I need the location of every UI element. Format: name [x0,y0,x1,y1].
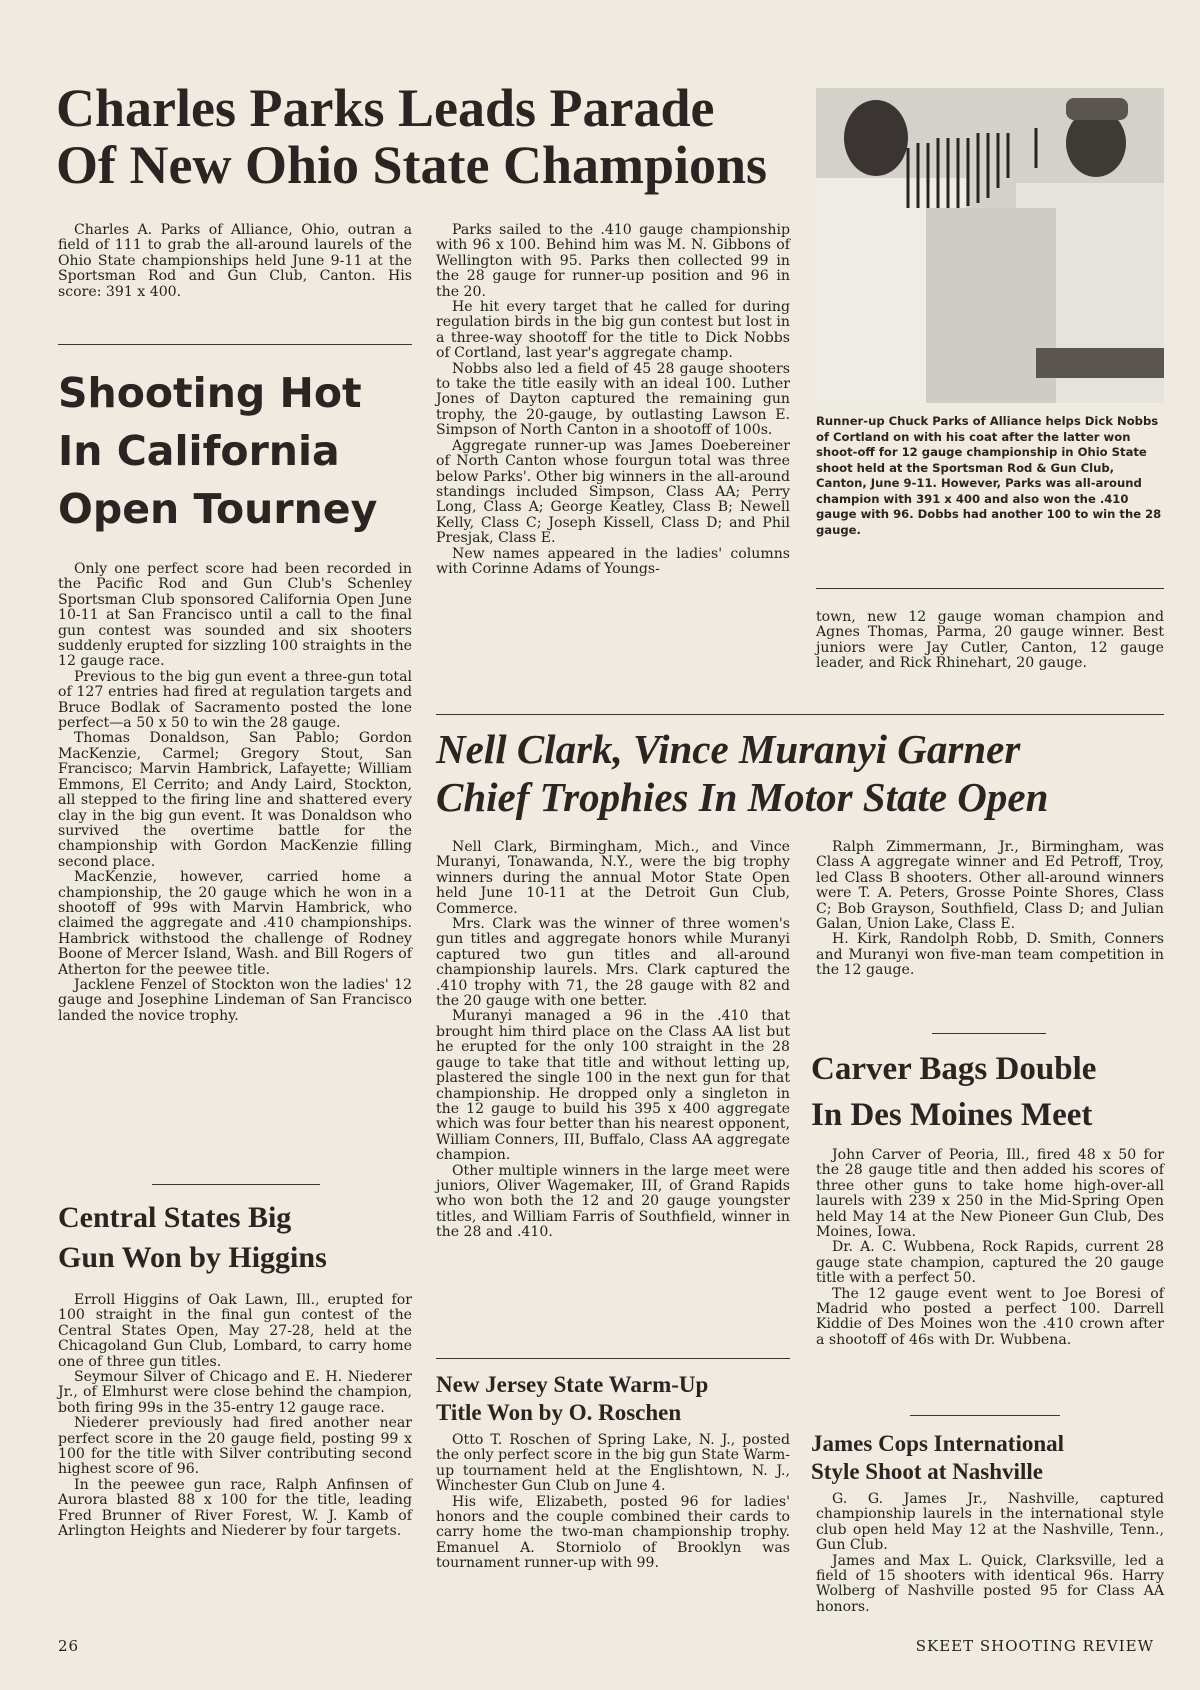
michigan-paragraph: Ralph Zimmermann, Jr., Birmingham, was Class A aggregate winner and Ed Petroff, Troy, led Class B shooters. Other all-around winners were T. A. Peters, Grosse Pointe Shores, Class C; Bob Grayson, Southfield, Class D; and Julian Galan, Union Lake, Class E. [816,839,1164,933]
michigan-headline [436,726,1164,821]
des-moines-headline [811,1046,1164,1138]
california-headline [58,364,412,539]
california-paragraph: Thomas Donaldson, San Pablo; Gordon MacKenzie, Carmel; Gregory Stout, San Francisco; Marvin Hambrick, Lafayette; William Emmons, El Cerrito; and Andy Laird, Stockton, all stepped to the firing line and shattered every clay in the big gun event. It was Donaldson who survived the overtime battle for the championship with Gordon MacKenzie filling second place. [58,730,412,870]
michigan-headline-line-2: Chief Trophies In Motor State Open [436,773,1049,820]
des-moines-paragraph: John Carver of Peoria, Ill., fired 48 x 50 for the 28 gauge title and then added his scores of three other guns to take home high-over-all laurels with 239 x 250 in the Mid-Spring Open held May 14 at the New Pioneer Gun Club, Des Moines, Iowa. [816,1147,1164,1241]
des-moines-paragraph: The 12 gauge event went to Joe Boresi of Madrid who posted a perfect 100. Darrell Kiddie of Des Moines won the .410 crown after a shootoff of 46s with Dr. Wubbena. [816,1285,1164,1348]
divider [932,1033,1046,1034]
magazine-name: SKEET SHOOTING REVIEW [915,1637,1154,1655]
new-jersey-body [436,1433,790,1572]
michigan-headline-line-1: Nell Clark, Vince Muranyi Garner [436,726,1021,772]
ohio-paragraph: New names appeared in the ladies' columns with Corinne Adams of Youngs- [436,545,790,577]
photo-illustration [816,88,1164,403]
main-headline [56,80,796,194]
page-number: 26 [58,1637,80,1655]
ohio-intro-paragraph: Charles A. Parks of Alliance, Ohio, outran a field of 111 to grab the all-around laurels of the Ohio State championships held June 9-11 at the Sportsman Rod and Gun Club, Canton. His score: 391 x 400. [58,222,412,300]
photo-caption-text: Runner-up Chuck Parks of Alliance helps Dick Nobbs of Cortland on with his coat after the latter won shoot-off for 12 gauge championship in Ohio State shoot held at the Sportsman Rod & Gun Club, Canton, June 9-11. However, Parks was all-around champion with 391 x 400 and also won the .410 gauge with 96. Dobbs had another 100 to win the 28 gauge. [816,414,1162,537]
nashville-body [816,1492,1164,1615]
main-headline-line-1: Charles Parks Leads Parade [56,78,715,138]
ohio-continued [816,610,1164,672]
california-headline-line-2: In California [58,427,340,476]
des-moines-paragraph: Dr. A. C. Wubbena, Rock Rapids, current 28 gauge state champion, captured the 20 gauge title with a perfect 50. [816,1239,1164,1287]
central-paragraph: Seymour Silver of Chicago and E. H. Niederer Jr., of Elmhurst were close behind the champion, both firing 99s in the 35-entry 12 gauge race. [58,1369,412,1416]
divider [58,344,412,345]
california-headline-line-1: Shooting Hot [58,369,362,417]
ohio-paragraph: Aggregate runner-up was James Doebereiner of North Canton whose fourgun total was three below Parks'. Other big winners in the all-around standings included Simpson, Class AA; Perry Long, Class A; George Keatley, Class B; Newell Kelly, Class C; Joseph Kissell, Class D; and Phil Presjak, Class E. [436,437,790,547]
divider [436,714,1164,715]
photo-caption [816,414,1164,538]
new-jersey-paragraph: Otto T. Roschen of Spring Lake, N. J., posted the only perfect score in the big gun State Warm-up tournament held at the Englishtown, N. J., Winchester Gun Club on June 4. [436,1432,790,1495]
california-paragraph: MacKenzie, however, carried home a championship, the 20 gauge which he won in a shootoff of 99s with Marvin Hambrick, who claimed the aggregate and .410 championships. Hambrick withstood the challenge of Rodney Boone of Mercer Island, Wash. and Bill Rogers of Atherton for the peewee title. [58,869,412,978]
central-paragraph: In the peewee gun race, Ralph Anfinsen of Aurora blasted 88 x 100 for the title, leading Fred Brunner of River Forest, W. J. Kamb of Arlington Heights and Niederer by four targets. [58,1476,412,1540]
divider [436,1358,790,1359]
ohio-paragraph: Nobbs also led a field of 45 28 gauge shooters to take the title easily with an ideal 100. Luther Jones of Dayton captured the remaining gun trophy, the 20-gauge, by outlasting Lawson E. Simpson of North Canton in a shootoff of 100s. [436,360,790,439]
ohio-paragraph: Parks sailed to the .410 gauge championship with 96 x 100. Behind him was M. N. Gibbons of Wellington with 95. Parks then collected 99 in the 28 gauge for runner-up position and 96 in the 20. [436,222,790,300]
nashville-headline-line-1: James Cops International [811,1431,1065,1456]
michigan-paragraph: Muranyi managed a 96 in the .410 that brought him third place on the Class AA list but he erupted for the only 100 straight in the 28 gauge to take that title and without letting up, plastered the single 100 in the next gun for that championship. He dropped only a singleton in the 12 gauge to build his 395 x 400 aggregate which was four better than his nearest opponent, William Conners, III, Buffalo, Class AA aggregate champion. [436,1008,790,1164]
central-headline-line-2: Gun Won by Higgins [58,1241,327,1274]
divider [152,1184,320,1185]
nashville-paragraph: James and Max L. Quick, Clarksville, led a field of 15 shooters with identical 96s. Harry Wolberg of Nashville posted 95 for Class AA honors. [816,1552,1164,1615]
divider [910,1415,1060,1416]
central-paragraph: Niederer previously had fired another near perfect score in the 20 gauge field, posting 99 x 100 for the title with Silver contributing second highest score of 96. [58,1415,412,1478]
central-headline-line-1: Central States Big [58,1201,292,1234]
des-moines-headline-line-1: Carver Bags Double [811,1051,1097,1087]
photo [816,88,1164,403]
ohio-body [436,223,790,577]
michigan-paragraph: H. Kirk, Randolph Robb, D. Smith, Conners and Muranyi won five-man team competition in the 12 gauge. [816,931,1164,979]
central-paragraph: Erroll Higgins of Oak Lawn, Ill., erupted for 100 straight in the final gun contest of the Central States Open, May 27-28, held at the Chicagoland Gun Club, Lombard, to carry home one of three gun titles. [58,1292,412,1370]
new-jersey-headline [436,1371,790,1427]
michigan-paragraph: Mrs. Clark was the winner of three women's gun titles and aggregate honors while Muranyi captured two gun titles and all-around championship laurels. Mrs. Clark captured the .410 trophy with 71, the 28 gauge with 82 and the 20 gauge with one better. [436,916,790,1010]
new-jersey-headline-line-1: New Jersey State Warm-Up [436,1372,709,1397]
new-jersey-paragraph: His wife, Elizabeth, posted 96 for ladies' honors and the couple combined their cards to carry home the two-man championship trophy. Emanuel A. Storniolo of Brooklyn was tournament runner-up with 99. [436,1493,790,1572]
divider [816,588,1164,589]
michigan-body-left [436,840,790,1241]
california-paragraph: Only one perfect score had been recorded in the Pacific Rod and Gun Club's Schenley Sportsman Club sponsored California Open June 10-11 at San Francisco until a call to the final gun contest was sounded and six shooters suddenly erupted for sizzling 100 straights in the 12 gauge race. [58,561,412,670]
main-headline-line-2: Of New Ohio State Champions [56,135,768,196]
ohio-intro [58,223,412,300]
michigan-body-right [816,840,1164,979]
des-moines-body [816,1148,1164,1348]
california-headline-line-3: Open Tourney [58,485,378,534]
central-body [58,1293,412,1540]
michigan-paragraph: Other multiple winners in the large meet were juniors, Oliver Wagemaker, III, of Grand Rapids who won both the 12 and 20 gauge youngster titles, and William Farris of Southfield, winner in the 28 and .410. [436,1162,790,1241]
michigan-paragraph: Nell Clark, Birmingham, Mich., and Vince Muranyi, Tonawanda, N.Y., were the big trophy winners during the annual Motor State Open held June 10-11 at the Detroit Gun Club, Commerce. [436,839,790,917]
des-moines-headline-line-2: In Des Moines Meet [811,1097,1093,1133]
central-headline [58,1198,412,1278]
nashville-paragraph: G. G. James Jr., Nashville, captured championship laurels in the international style club open held May 12 at the Nashville, Tenn., Gun Club. [816,1491,1164,1554]
ohio-continued-paragraph: town, new 12 gauge woman champion and Agnes Thomas, Parma, 20 gauge winner. Best juniors were Jay Cutler, Canton, 12 gauge leader, and Rick Rhinehart, 20 gauge. [816,609,1164,672]
california-paragraph: Previous to the big gun event a three-gun total of 127 entries had fired at regulation targets and Bruce Bodlak of Sacramento posted the lone perfect—a 50 x 50 to win the 28 gauge. [58,668,412,732]
nashville-headline-line-2: Style Shoot at Nashville [811,1459,1043,1484]
nashville-headline [811,1430,1164,1486]
california-body [58,562,412,1024]
ohio-paragraph: He hit every target that he called for during regulation birds in the big gun contest but lost in a three-way shootoff for the title to Dick Nobbs of Cortland, last year's aggregate champ. [436,299,790,362]
california-paragraph: Jacklene Fenzel of Stockton won the ladies' 12 gauge and Josephine Lindeman of San Francisco landed the novice trophy. [58,976,412,1024]
new-jersey-headline-line-2: Title Won by O. Roschen [436,1400,682,1425]
